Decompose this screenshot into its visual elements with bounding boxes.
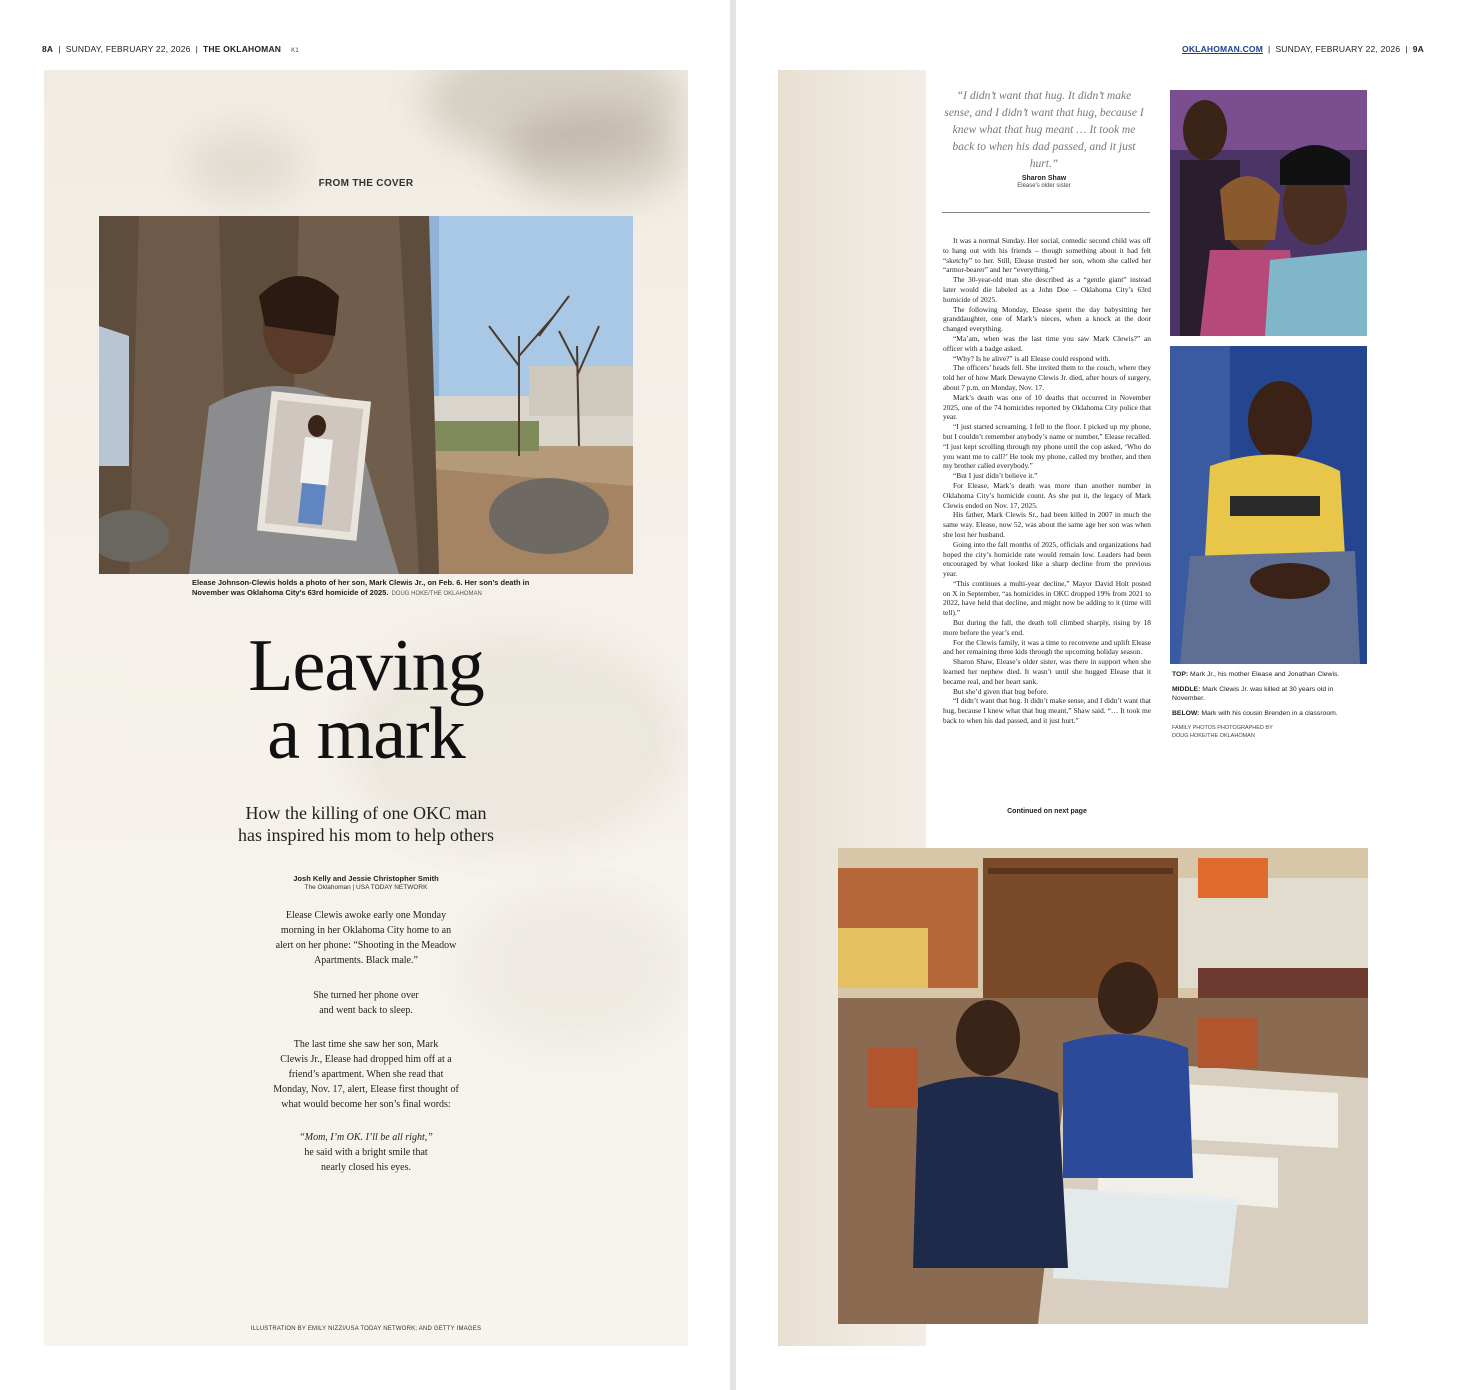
body-paragraph: But she’d given that hug before. [953, 686, 1049, 696]
cover-caption-text: Elease Johnson-Clewis holds a photo of her son, Mark Clewis Jr., on Feb. 6. Her son's death in November was Oklahoma City's 63rd homicide of 2025. [192, 578, 530, 597]
family-photo-top [1170, 90, 1367, 336]
caption-text: Mark Clewis Jr. was killed at 30 years old in November. [1172, 686, 1334, 702]
intro-line: The last time she saw her son, Mark [293, 1039, 439, 1050]
cover-photo [99, 216, 633, 574]
headline [44, 625, 688, 775]
intro-line: nearly closed his eyes. [321, 1162, 411, 1173]
body-paragraph: “I just started screaming. I fell to the floor. I picked up my phone, but I couldn’t remember anybody’s name or number,” Elease recalled. “I just kept scrolling through my phone until the cop asked, ‘Who do you want me to call?’ He took my phone, called my brother, and then my brother called everybody.” [943, 422, 1151, 471]
left-page [0, 0, 730, 1390]
pull-quote-name: Sharon Shaw [1021, 175, 1067, 182]
intro-line: Monday, Nov. 17, alert, Elease first thought of [273, 1084, 459, 1095]
body-paragraph: “But I just didn’t believe it.” [953, 471, 1038, 481]
headline-line: Leaving [248, 625, 484, 707]
dek-line: How the killing of one OKC man [245, 803, 487, 823]
right-page [736, 0, 1464, 1390]
intro-line: and went back to sleep. [319, 1005, 413, 1016]
intro-line: Clewis Jr., Elease had dropped him off at a [280, 1054, 452, 1065]
intro-paragraph [44, 908, 688, 968]
leaf-shadow [184, 130, 304, 200]
edition-code: K1 [291, 48, 299, 54]
body-paragraph: The officers’ heads fell. She invited them to the couch, where they told her of how Mark Dewayne Clewis Jr. died, after hours of surgery, about 7 p.m. on Monday, Nov. 17. [943, 363, 1151, 392]
body-paragraph: “I didn’t want that hug. It didn’t make sense, and I didn’t want that hug, because I knew what that hug meant,” Shaw said. “… It took me back to when his dad passed, and it just hurt.” [943, 696, 1151, 726]
folio-date: SUNDAY, FEBRUARY 22, 2026 [65, 44, 191, 54]
intro-line: alert on her phone: “Shooting in the Meadow [275, 940, 457, 951]
caption-top [1172, 670, 1368, 679]
intro-paragraph [44, 988, 688, 1018]
intro-paragraph [44, 1037, 688, 1112]
body-paragraph: His father, Mark Clewis Sr., had been killed in 2007 in much the same way. Elease, now 52, was about the same age her son was when she lost her husband. [943, 510, 1151, 539]
body-paragraph: Sharon Shaw, Elease’s older sister, was there in support when she learned her nephew died. It wasn’t until she hugged Elease that it became real, and her heart sank. [943, 657, 1151, 686]
body-paragraph: The following Monday, Elease spent the day babysitting her granddaughter, one of Mark’s nieces, when a knock at the door changed everything. [943, 304, 1151, 334]
byline-authors: Josh Kelly and Jessie Christopher Smith [293, 874, 439, 883]
intro-paragraph [44, 1130, 688, 1175]
body-paragraph: Going into the fall months of 2025, officials and organizations had hoped the city’s homicide rate would remain low. Leaders had been encouraged by what looked like a sharp decline from the previous year. [943, 539, 1151, 579]
cover-photo-caption [192, 578, 552, 599]
article-body [943, 236, 1151, 726]
left-folio: 8A | SUNDAY, FEBRUARY 22, 2026 | THE OKLAHOMAN K1 [42, 44, 299, 54]
intro-line: morning in her Oklahoma City home to an [280, 925, 452, 936]
caption-label: MIDDLE: [1172, 686, 1201, 693]
folio-date: SUNDAY, FEBRUARY 22, 2026 [1275, 44, 1401, 54]
pull-quote-divider [942, 212, 1150, 213]
body-paragraph: “This continues a multi-year decline,” Mayor David Holt posted on X in September, “as homicides in OKC dropped 19% from 2021 to 2022, have held that decline, and might now be adding to it (time will tell).” [943, 578, 1151, 618]
body-paragraph: It was a normal Sunday. Her social, comedic second child was off to hang out with his friends – though something about it had felt “sketchy” to her. Still, Elease trusted her son, whom she called her “armor-bearer” and her “everything.” [943, 236, 1151, 275]
caption-below [1172, 709, 1368, 718]
classroom-photo-art [838, 848, 1368, 1324]
credit-line: DOUG HOKE/THE OKLAHOMAN [1172, 733, 1255, 739]
caption-label: BELOW: [1172, 710, 1200, 717]
body-paragraph: For Elease, Mark’s death was more than another number in Oklahoma City’s homicide count. As she put it, the legacy of Mark Clewis ended on Nov. 17, 2025. [943, 480, 1151, 510]
pull-quote: “I didn’t want that hug. It didn’t make sense, and I didn’t want that hug, because I knew what that hug meant … It took me back to when his dad passed, and it just hurt.” [944, 90, 1144, 170]
page-number: 8A [42, 44, 54, 54]
body-paragraph: The 30-year-old man she described as a “gentle giant” instead later would die labeled as a John Doe – Oklahoma City’s 63rd homicide of 2025. [943, 275, 1151, 304]
intro-line: he said with a bright smile that [304, 1147, 428, 1158]
intro-line: Elease Clewis awoke early one Monday [285, 910, 447, 921]
intro-line: what would become her son’s final words: [281, 1099, 451, 1110]
family-photo-credit [1172, 724, 1368, 740]
body-paragraph: “Ma’am, when was the last time you saw Mark Clewis?” an officer with a badge asked. [943, 333, 1151, 353]
cover-photo-art [99, 216, 633, 574]
credit-line: FAMILY PHOTOS PHOTOGRAPHED BY [1172, 725, 1273, 731]
page-number: 9A [1412, 44, 1424, 54]
body-paragraph: For the Clewis family, it was a time to reconvene and uplift Elease and her remaining three kids through the upcoming holiday season. [943, 637, 1151, 657]
continued-note[interactable]: Continued on next page [1007, 808, 1087, 815]
body-paragraph: But during the fall, the death toll climbed sharply, rising by 18 more before the year’s end. [943, 618, 1151, 637]
kicker: FROM THE COVER [318, 178, 414, 189]
caption-label: TOP: [1172, 671, 1189, 678]
dek [44, 802, 688, 846]
illustration-credit: ILLUSTRATION BY EMILY NIZZI/USA TODAY NETWORK; AND GETTY IMAGES [250, 1326, 482, 1332]
caption-middle [1172, 685, 1368, 703]
byline [44, 874, 688, 891]
family-photo-top-art [1170, 90, 1367, 336]
dek-line: has inspired his mom to help others [238, 825, 494, 845]
intro-line: friend’s apartment. When she read that [288, 1069, 444, 1080]
family-photo-middle-art [1170, 346, 1367, 664]
intro-line: Apartments. Black male.” [314, 955, 418, 966]
body-paragraph: Mark’s death was one of 10 deaths that occurred in November 2025, one of the 74 homicides reported by Oklahoma City police that year. [943, 392, 1151, 422]
paper-name: THE OKLAHOMAN [202, 44, 282, 54]
site-link[interactable]: OKLAHOMAN.COM [1182, 44, 1264, 54]
intro-quote: “Mom, I’m OK. I’ll be all right,” [299, 1132, 433, 1143]
cover-photo-credit: DOUG HOKE/THE OKLAHOMAN [391, 591, 482, 597]
intro-line: She turned her phone over [313, 990, 419, 1001]
byline-affiliation: The Oklahoman | USA TODAY NETWORK [304, 884, 428, 891]
pull-quote-role: Elease's older sister [1017, 183, 1071, 189]
classroom-photo [838, 848, 1368, 1324]
caption-text: Mark with his cousin Brenden in a classroom. [1201, 710, 1338, 717]
headline-line: a mark [267, 693, 465, 775]
body-paragraph: “Why? Is he alive?” is all Elease could respond with. [953, 353, 1111, 363]
photo-captions [1172, 670, 1368, 740]
right-folio: OKLAHOMAN.COM | SUNDAY, FEBRUARY 22, 2026 | 9A [1182, 44, 1424, 54]
caption-text: Mark Jr., his mother Elease and Jonathan Clewis. [1190, 671, 1340, 678]
family-photo-middle [1170, 346, 1367, 664]
feature-panel [44, 70, 688, 1346]
